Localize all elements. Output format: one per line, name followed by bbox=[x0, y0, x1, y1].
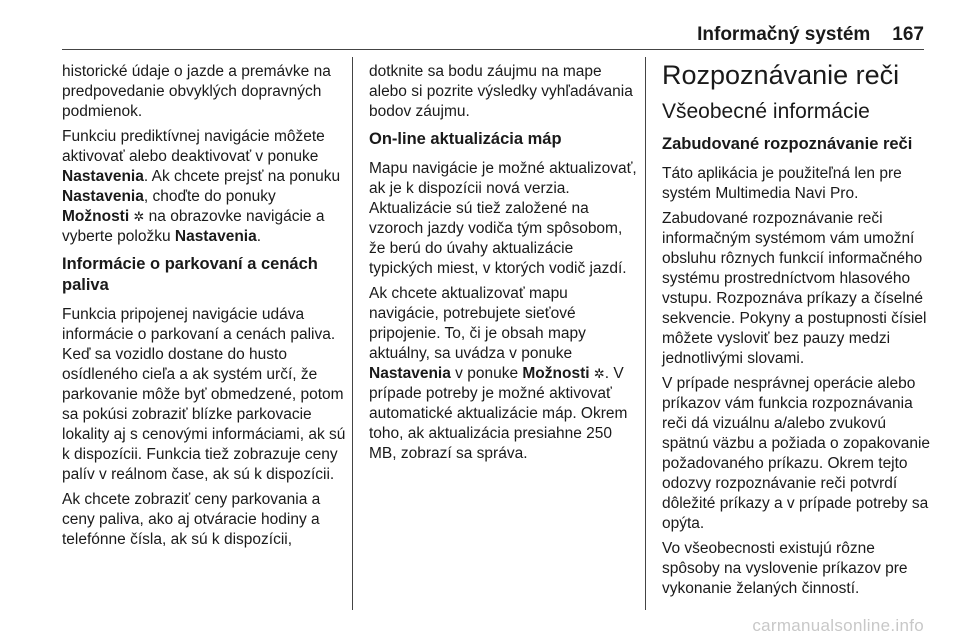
text: . V prípade potreby je možné aktivovať automatické aktualizácie máp. Okrem toho, ak aktualizácia presiahne 250 MB, zobrazí sa správa. bbox=[369, 365, 628, 462]
watermark: carmanualsonline.info bbox=[752, 616, 924, 635]
paragraph: V prípade nesprávnej operácie alebo príkazov vám funkcia rozpoznávania reči dá vizuálnu a/alebo zvukovú spätnú väzbu a požiada o zopakovanie požadovaného príkazu. Okrem tejto odozvy rozpoznávanie reči potvrdí dôležité príkazy a v prípade potreby sa opýta. bbox=[662, 375, 931, 532]
menu-term: Nastavenia bbox=[174, 228, 257, 245]
header-title: Informačný systém bbox=[697, 24, 871, 45]
text: . Ak chcete prejsť na ponuku bbox=[143, 168, 341, 185]
menu-term: Možnosti bbox=[62, 208, 130, 225]
paragraph: Funkcia pripojenej navigácie udáva informácie o parkovaní a cenách paliva. Keď sa vozidlo dostane do husto osídleného cieľa a ak systém určí, že parkovanie môže byť obmedzené, potom sa pokúsi zobraziť blízke parkovacie lokality aj s cenovými informáciami, ak sú k dispozícii. Funkcia tiež zobrazuje ceny palív v reálnom čase, ak sú k dispozícii. bbox=[62, 306, 346, 483]
menu-term: Nastavenia bbox=[369, 365, 451, 382]
text: v ponuke bbox=[450, 365, 523, 382]
text: Funkciu prediktívnej navigácie môžete aktivovať alebo deaktivovať v ponuke bbox=[62, 128, 325, 165]
paragraph: historické údaje o jazde a premávke na predpovedanie obvyklých dopravných podmienok. bbox=[62, 63, 331, 120]
paragraph: Vo všeobecnosti existujú rôzne spôsoby na vyslovenie príkazov pre vykonanie želaných činností. bbox=[662, 540, 908, 597]
gear-icon: ✲ bbox=[593, 366, 605, 381]
text: Ak chcete aktualizovať mapu navigácie, potrebujete sieťové pripojenie. To, či je obsah mapy aktuálny, sa uvádza v ponuke bbox=[369, 285, 586, 362]
paragraph: Táto aplikácia je použiteľná len pre systém Multimedia Navi Pro. bbox=[662, 165, 902, 202]
paragraph bbox=[369, 284, 639, 464]
column-3 bbox=[662, 58, 930, 604]
paragraph: dotknite sa bodu záujmu na mape alebo si pozrite výsledky vyhľadávania bodov záujmu. bbox=[369, 63, 633, 120]
text: . bbox=[256, 228, 262, 245]
page-header bbox=[697, 24, 924, 46]
column-2 bbox=[369, 62, 639, 469]
menu-term: Nastavenia bbox=[62, 168, 144, 185]
page-number: 167 bbox=[892, 24, 924, 45]
subsection-title: Zabudované rozpoznávanie reči bbox=[662, 135, 913, 153]
column-divider-2 bbox=[645, 57, 646, 610]
column-divider-1 bbox=[352, 57, 353, 610]
section-heading-parking: Informácie o parkovaní a cenách paliva bbox=[62, 255, 318, 294]
text: , choďte do ponuky bbox=[143, 188, 276, 205]
text: na obrazovke navigácie a vyberte položku bbox=[62, 208, 325, 245]
section-title: Všeobecné informácie bbox=[662, 100, 870, 123]
paragraph bbox=[62, 127, 347, 247]
section-heading-online-update: On-line aktualizácia máp bbox=[369, 130, 562, 148]
gear-icon: ✲ bbox=[133, 209, 145, 224]
paragraph: Mapu navigácie je možné aktualizovať, ak je k dispozícii nová verzia. Aktualizácie sú tiež založené na vzoroch jazdy vodiča tým spôsobom, že berú do úvahy aktualizácie typických miest, v ktorých vodič jazdí. bbox=[369, 160, 637, 277]
chapter-title: Rozpoznávanie reči bbox=[662, 60, 900, 90]
column-1 bbox=[62, 62, 347, 555]
paragraph: Ak chcete zobraziť ceny parkovania a ceny paliva, ako aj otváracie hodiny a telefónne čísla, ak sú k dispozícii, bbox=[62, 491, 321, 548]
menu-term: Nastavenia bbox=[62, 188, 144, 205]
header-rule bbox=[62, 49, 924, 50]
menu-term: Možnosti bbox=[522, 365, 590, 382]
paragraph: Zabudované rozpoznávanie reči informačným systémom vám umožní obsluhu rôznych funkcií informačného systému prostredníctvom hlasového vstupu. Rozpoznáva príkazy a číselné sekvencie. Pokyny a postupnosti čísiel môžete vysloviť bez pauzy medzi jednotlivými slovami. bbox=[662, 210, 927, 367]
